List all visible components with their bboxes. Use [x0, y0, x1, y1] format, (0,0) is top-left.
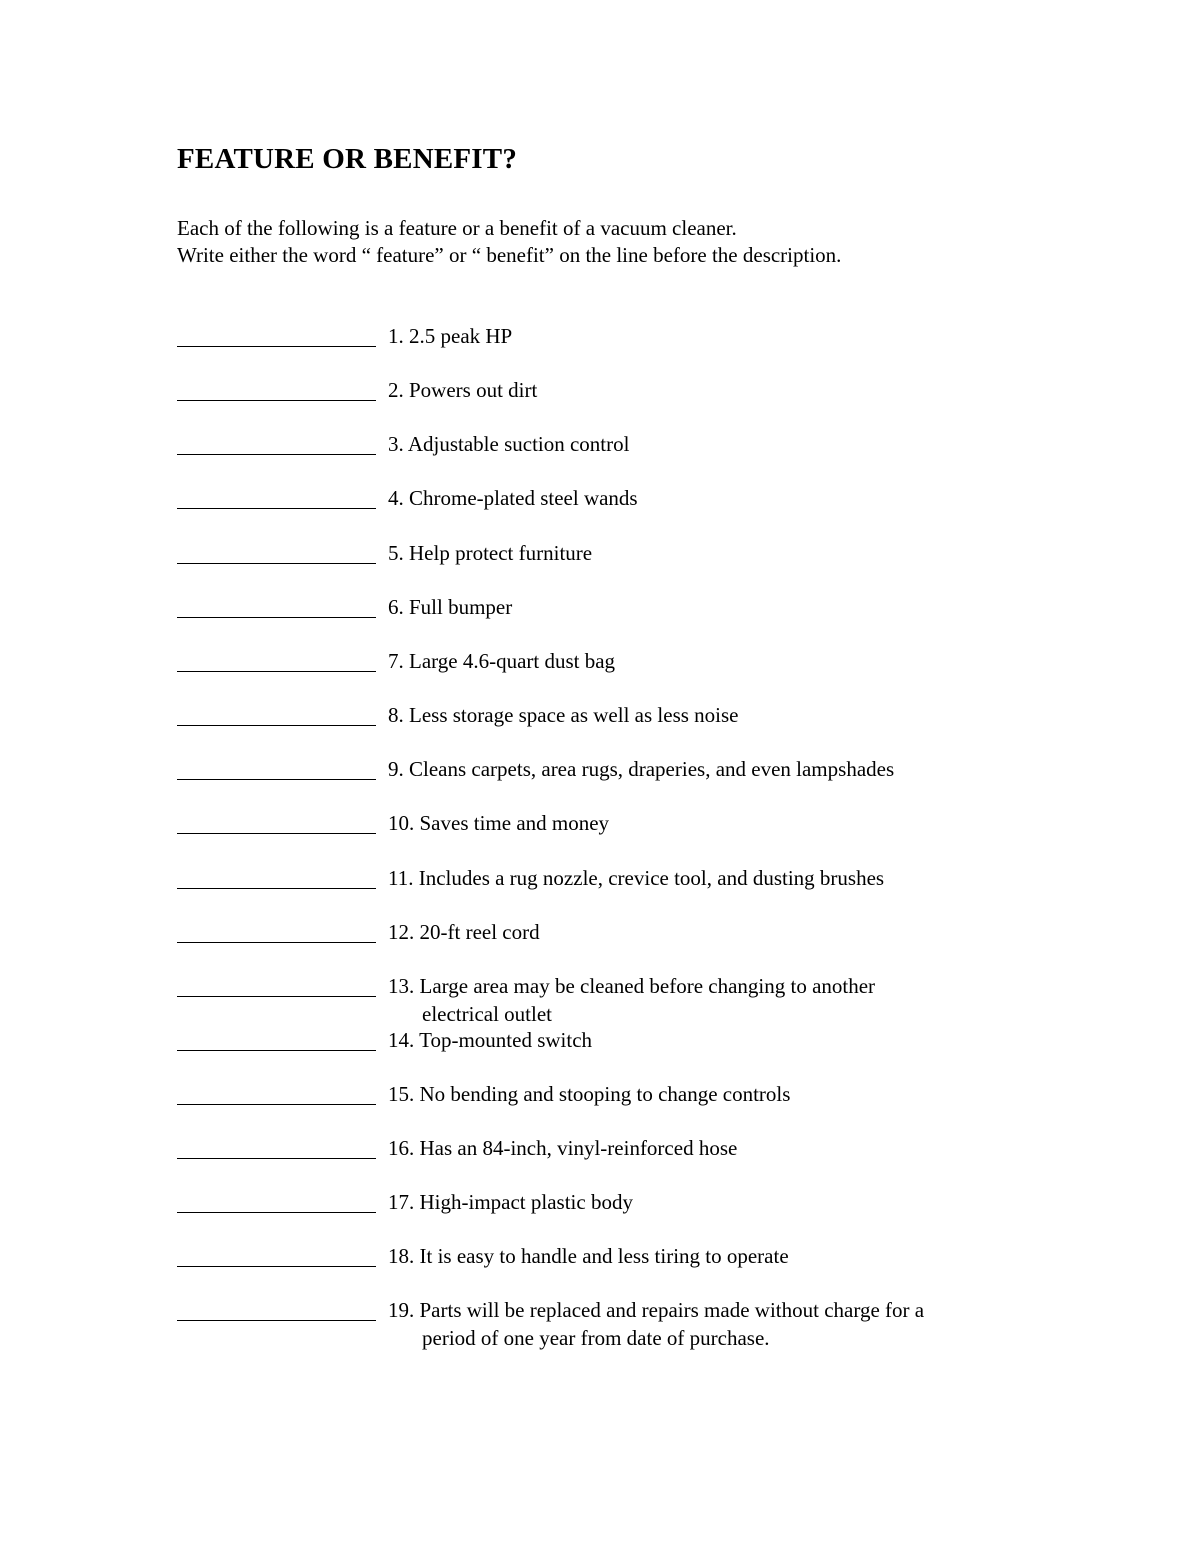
question-item-1	[177, 322, 1057, 352]
question-text-11: 11. Includes a rug nozzle, crevice tool, and dusting brushes	[388, 866, 885, 890]
question-text-6: 6. Full bumper	[388, 595, 513, 619]
question-text-14: 14. Top-mounted switch	[388, 1028, 593, 1052]
answer-blank-17[interactable]	[177, 1212, 376, 1213]
answer-blank-3[interactable]	[177, 454, 376, 455]
answer-blank-9[interactable]	[177, 779, 376, 780]
question-item-13	[177, 972, 1057, 1026]
question-item-19	[177, 1296, 1057, 1350]
answer-blank-7[interactable]	[177, 671, 376, 672]
instructions-line-2: Write either the word “ feature” or “ benefit” on the line before the description.	[177, 243, 842, 267]
question-text-2: 2. Powers out dirt	[388, 378, 538, 402]
answer-blank-11[interactable]	[177, 888, 376, 889]
question-item-11	[177, 864, 1057, 894]
question-text-18: 18. It is easy to handle and less tiring to operate	[388, 1244, 789, 1268]
answer-blank-14[interactable]	[177, 1050, 376, 1051]
answer-blank-15[interactable]	[177, 1104, 376, 1105]
question-text-7: 7. Large 4.6-quart dust bag	[388, 649, 616, 673]
question-text-5: 5. Help protect furniture	[388, 541, 593, 565]
answer-blank-1[interactable]	[177, 346, 376, 347]
question-item-18	[177, 1242, 1057, 1272]
question-item-8	[177, 701, 1057, 731]
question-text-9: 9. Cleans carpets, area rugs, draperies, and even lampshades	[388, 757, 895, 781]
answer-blank-4[interactable]	[177, 508, 376, 509]
question-text-8: 8. Less storage space as well as less noise	[388, 703, 739, 727]
answer-blank-18[interactable]	[177, 1266, 376, 1267]
question-text-10: 10. Saves time and money	[388, 811, 610, 835]
question-text-15: 15. No bending and stooping to change controls	[388, 1082, 791, 1106]
answer-blank-19[interactable]	[177, 1320, 376, 1321]
question-item-17	[177, 1188, 1057, 1218]
question-item-10	[177, 809, 1057, 839]
question-item-2	[177, 376, 1057, 406]
question-text-17: 17. High-impact plastic body	[388, 1190, 633, 1214]
question-text-3: 3. Adjustable suction control	[388, 432, 630, 456]
question-item-3	[177, 430, 1057, 460]
answer-blank-13[interactable]	[177, 996, 376, 997]
question-text-16: 16. Has an 84-inch, vinyl-reinforced hose	[388, 1136, 738, 1160]
question-item-7	[177, 647, 1057, 677]
question-text-19: 19. Parts will be replaced and repairs made without charge for a	[388, 1298, 925, 1322]
question-text-13: 13. Large area may be cleaned before changing to another	[388, 974, 876, 998]
answer-blank-8[interactable]	[177, 725, 376, 726]
question-item-6	[177, 593, 1057, 623]
answer-blank-12[interactable]	[177, 942, 376, 943]
answer-blank-2[interactable]	[177, 400, 376, 401]
answer-blank-10[interactable]	[177, 833, 376, 834]
question-item-14	[177, 1026, 1057, 1056]
question-text-12: 12. 20-ft reel cord	[388, 920, 540, 944]
question-item-5	[177, 539, 1057, 569]
question-item-16	[177, 1134, 1057, 1164]
question-text-13-continuation: electrical outlet	[422, 1002, 553, 1026]
question-text-4: 4. Chrome-plated steel wands	[388, 486, 638, 510]
question-item-12	[177, 918, 1057, 948]
question-item-9	[177, 755, 1057, 785]
answer-blank-5[interactable]	[177, 563, 376, 564]
answer-blank-6[interactable]	[177, 617, 376, 618]
instructions-line-1: Each of the following is a feature or a benefit of a vacuum cleaner.	[177, 216, 737, 240]
question-item-4	[177, 484, 1057, 514]
answer-blank-16[interactable]	[177, 1158, 376, 1159]
question-item-15	[177, 1080, 1057, 1110]
question-text-1: 1. 2.5 peak HP	[388, 324, 513, 348]
question-text-19-continuation: period of one year from date of purchase.	[422, 1326, 770, 1350]
page-title: FEATURE OR BENEFIT?	[177, 143, 518, 175]
